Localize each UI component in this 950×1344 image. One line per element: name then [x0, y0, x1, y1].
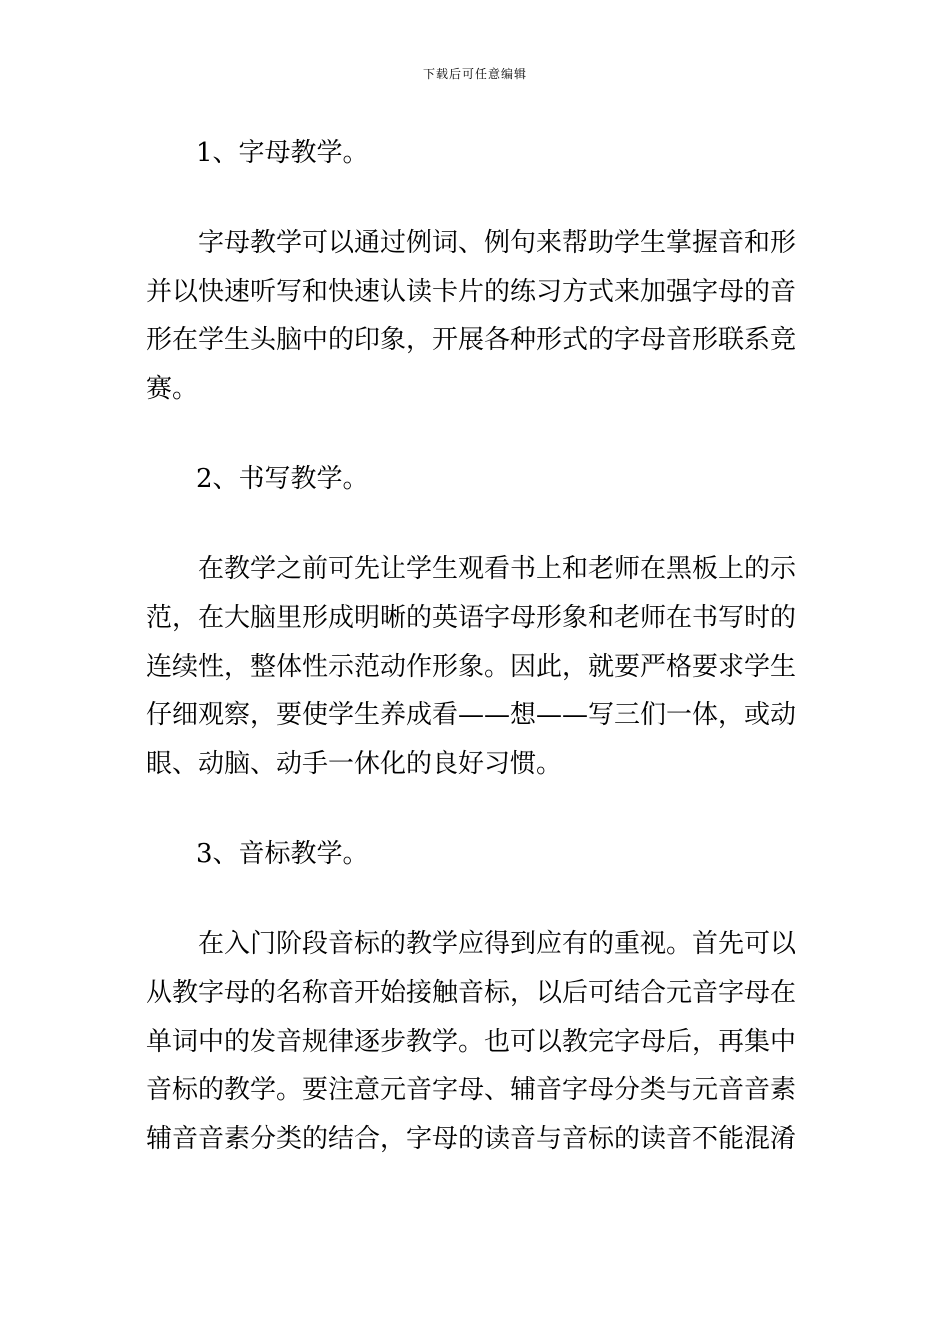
paragraph-line: 在入门阶段音标的教学应得到应有的重视。首先可以	[198, 929, 797, 960]
paragraph-line: 赛。	[146, 373, 199, 404]
paragraph-line: 范，在大脑里形成明晰的英语字母形象和老师在书写时的	[146, 602, 797, 633]
paragraph-line: 在教学之前可先让学生观看书上和老师在黑板上的示	[198, 554, 797, 585]
header-note: 下载后可任意编辑	[422, 67, 527, 81]
section-heading-writing: 2、书写教学。	[196, 464, 369, 495]
paragraph-line: 眼、动脑、动手一休化的良好习惯。	[146, 748, 563, 779]
section-paragraph-writing	[146, 545, 810, 788]
section-heading-letters: 1、字母教学。	[196, 138, 369, 168]
paragraph-line: 音标的教学。要注意元音字母、辅音字母分类与元音音素	[146, 1075, 797, 1106]
paragraph-line: 辅音音素分类的结合，字母的读音与音标的读音不能混淆	[146, 1123, 797, 1154]
paragraph-line: 形在学生头脑中的印象，开展各种形式的字母音形联系竞	[146, 325, 797, 356]
paragraph-line: 并以快速听写和快速认读卡片的练习方式来加强字母的音	[146, 276, 797, 307]
section-heading-phonetics: 3、音标教学。	[196, 839, 369, 870]
section-paragraph-phonetics	[146, 920, 810, 1163]
paragraph-line: 字母教学可以通过例词、例句来帮助学生掌握音和形	[198, 228, 797, 258]
paragraph-line: 仔细观察，要使学生养成看——想——写三们一体，或动	[146, 700, 797, 731]
paragraph-line: 从教字母的名称音开始接触音标，以后可结合元音字母在	[146, 977, 797, 1008]
paragraph-line: 单词中的发音规律逐步教学。也可以教完字母后，再集中	[146, 1026, 797, 1057]
section-paragraph-letters	[146, 219, 810, 413]
paragraph-line: 连续性，整体性示范动作形象。因此，就要严格要求学生	[146, 651, 797, 682]
document-body	[146, 129, 810, 1205]
